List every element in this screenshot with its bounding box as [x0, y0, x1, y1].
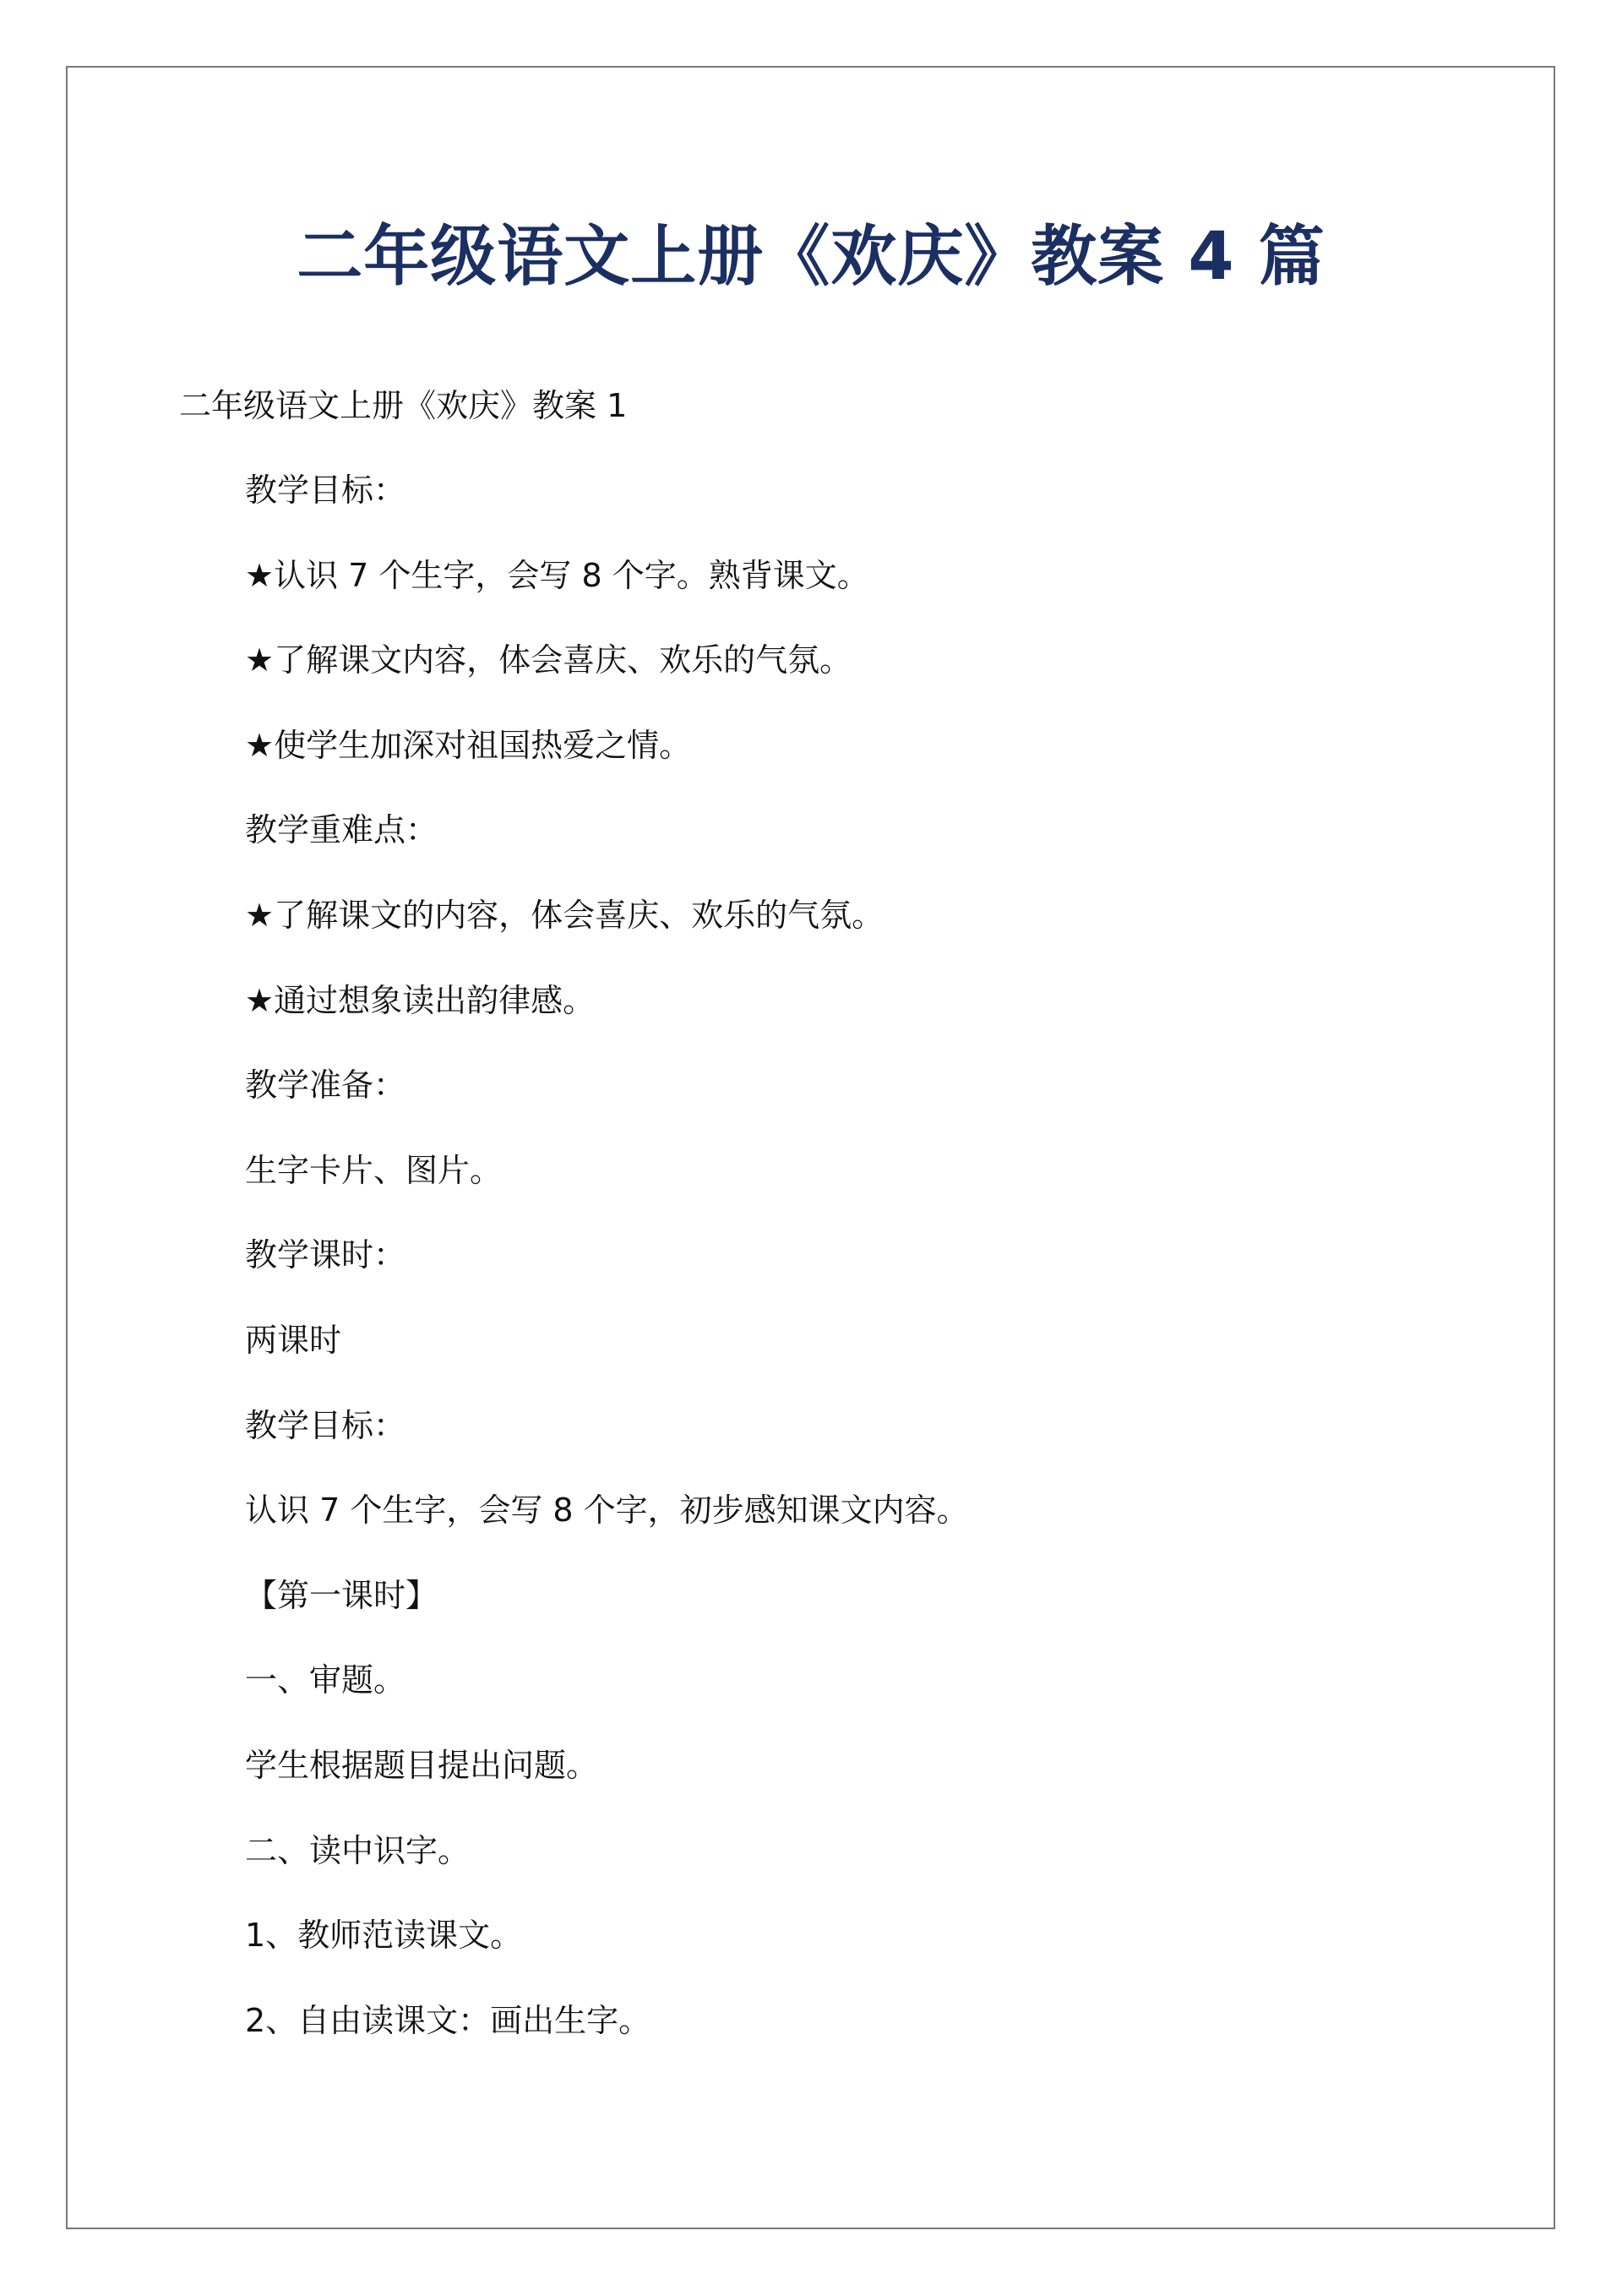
paragraph-line: ★使学生加深对祖国热爱之情。	[245, 726, 692, 764]
paragraph-line: 教学目标：	[245, 1406, 406, 1444]
paragraph-line: 二、读中识字。	[245, 1831, 471, 1869]
document-title: 二年级语文上册《欢庆》教案 4 篇	[297, 219, 1325, 295]
paragraph-line: 2、自由读课文：画出生字。	[245, 2001, 651, 2039]
paragraph-line: 教学目标：	[245, 472, 406, 509]
paragraph-line: 两课时	[245, 1321, 342, 1359]
paragraph-line: 学生根据题目提出问题。	[245, 1746, 599, 1784]
paragraph-line: ★了解课文的内容，体会喜庆、欢乐的气氛。	[245, 896, 884, 934]
paragraph-line: 生字卡片、图片。	[245, 1151, 503, 1189]
section-heading: 二年级语文上册《欢庆》教案 1	[179, 387, 628, 424]
lesson-plan-body	[245, 472, 969, 2086]
paragraph-line: 【第一课时】	[245, 1576, 438, 1614]
paragraph-line: ★了解课文内容，体会喜庆、欢乐的气氛。	[245, 641, 852, 679]
paragraph-line: 教学重难点：	[245, 811, 438, 849]
paragraph-line: 教学课时：	[245, 1236, 406, 1274]
paragraph-line: 一、审题。	[245, 1661, 406, 1699]
paragraph-line: ★认识 7 个生字，会写 8 个字。熟背课文。	[245, 556, 869, 594]
paragraph-line: 1、教师范读课文。	[245, 1917, 523, 1955]
paragraph-line: 教学准备：	[245, 1066, 406, 1104]
paragraph-line: ★通过想象读出韵律感。	[245, 981, 596, 1019]
paragraph-line: 认识 7 个生字，会写 8 个字，初步感知课文内容。	[245, 1492, 969, 1530]
